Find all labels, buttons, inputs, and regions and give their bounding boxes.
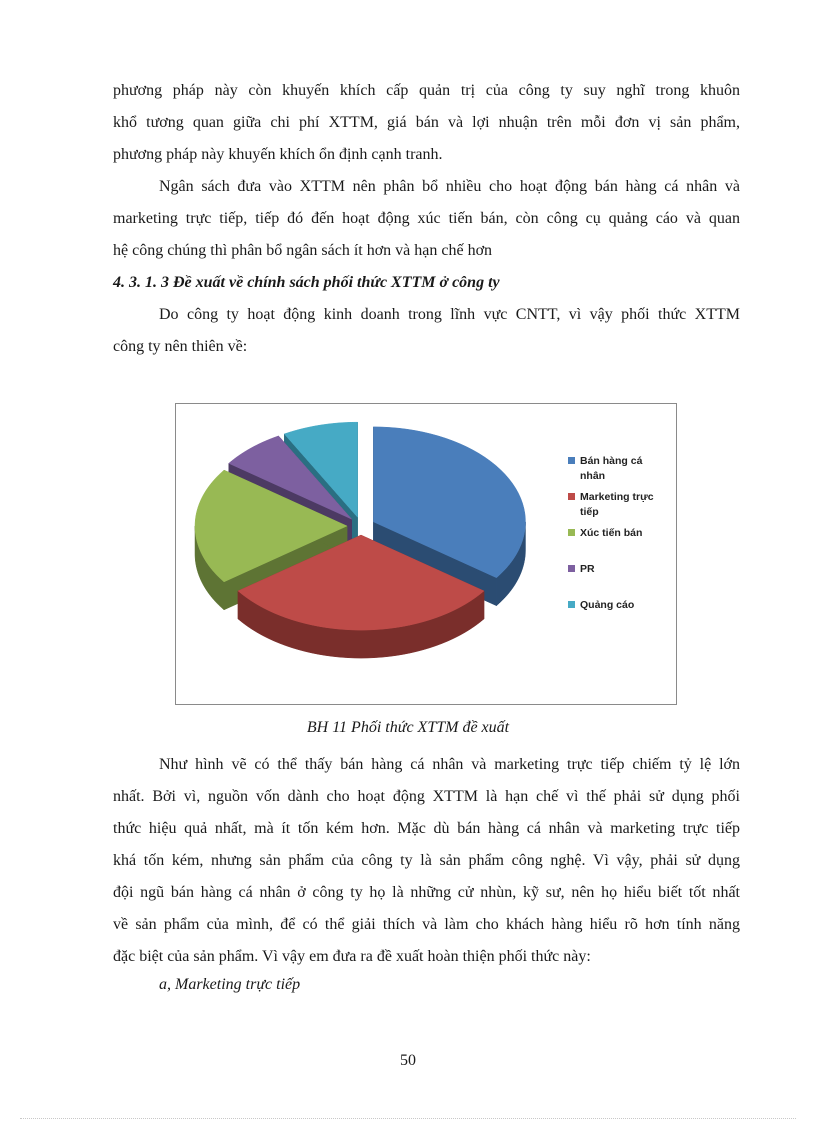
text-line: thức hiệu quả nhất, mà ít tốn kém hơn. Mặc dù bán hàng cá nhân và marketing trực tiếp: [113, 820, 740, 837]
text-line: Do công ty hoạt động kinh doanh trong lĩnh vực CNTT, vì vậy phối thức XTTM: [159, 306, 740, 323]
section-heading-block: [113, 267, 740, 299]
text-line: nhất. Bởi vì, nguồn vốn dành cho hoạt động XTTM là hạn chế vì thế phải sử dụng phối: [113, 788, 740, 805]
legend-swatch: [568, 529, 575, 536]
legend-swatch: [568, 457, 575, 464]
paragraph-1: [113, 75, 740, 171]
paragraph-2: [113, 171, 740, 267]
text-line: Ngân sách đưa vào XTTM nên phân bổ nhiều cho hoạt động bán hàng cá nhân và: [159, 178, 740, 195]
legend-swatch: [568, 565, 575, 572]
legend-item: [568, 491, 654, 518]
text-line: công ty nên thiên về:: [113, 338, 248, 355]
text-line: phương pháp này khuyến khích ổn định cạnh tranh.: [113, 146, 443, 163]
legend-item: [568, 563, 595, 575]
legend-swatch: [568, 601, 575, 608]
legend-item: [568, 455, 643, 482]
chart-legend: [568, 455, 654, 611]
subheading-block: [113, 969, 740, 1001]
text-line: khá tốn kém, nhưng sản phẩm của công ty là sản phẩm công nghệ. Vì vậy, phải sử dụng: [113, 852, 740, 869]
legend-label: Bán hàng cá: [580, 455, 643, 467]
pie-plot-area: [195, 422, 525, 658]
text-line: đội ngũ bán hàng cá nhân ở công ty họ là những cử nhùn, kỹ sư, nên họ hiểu biết tốt nhất: [113, 884, 740, 901]
legend-label: PR: [580, 563, 595, 575]
legend-item: [568, 599, 634, 611]
text-line: hệ công chúng thì phân bổ ngân sách ít hơn và hạn chế hơn: [113, 242, 493, 259]
pie-chart-frame: [175, 403, 677, 705]
legend-swatch: [568, 493, 575, 500]
text-line: khổ tương quan giữa chi phí XTTM, giá bán và lợi nhuận trên mỗi đơn vị sản phẩm,: [113, 114, 740, 131]
text-line: marketing trực tiếp, tiếp đó đến hoạt động xúc tiến bán, còn công cụ quảng cáo và quan: [113, 210, 740, 227]
section-heading: 4. 3. 1. 3 Đề xuất về chính sách phối thức XTTM ở công ty: [113, 274, 500, 291]
pie-chart: [176, 404, 676, 704]
text-line: đặc biệt của sản phẩm. Vì vậy em đưa ra đề xuất hoàn thiện phối thức này:: [113, 948, 591, 965]
legend-label: Quảng cáo: [580, 599, 635, 611]
figure-caption: BH 11 Phối thức XTTM đề xuất: [306, 719, 510, 736]
legend-label: tiếp: [580, 506, 599, 518]
text-line: về sản phẩm của mình, để có thể giải thích và làm cho khách hàng hiểu rõ hơn tính năng: [113, 916, 740, 933]
subheading: a, Marketing trực tiếp: [159, 976, 301, 993]
legend-label: nhân: [580, 470, 606, 482]
paragraph-4: [113, 749, 740, 973]
legend-item: [568, 527, 642, 539]
text-line: phương pháp này còn khuyến khích cấp quản trị của công ty suy nghĩ trong khuôn: [113, 82, 740, 99]
legend-label: Xúc tiến bán: [580, 527, 643, 539]
page-number: 50: [400, 1052, 416, 1069]
legend-label: Marketing trực: [580, 491, 654, 503]
footer-divider: [20, 1118, 796, 1119]
text-line: Như hình vẽ có thể thấy bán hàng cá nhân và marketing trực tiếp chiếm tỷ lệ lớn: [159, 756, 740, 773]
paragraph-3: [113, 299, 740, 363]
